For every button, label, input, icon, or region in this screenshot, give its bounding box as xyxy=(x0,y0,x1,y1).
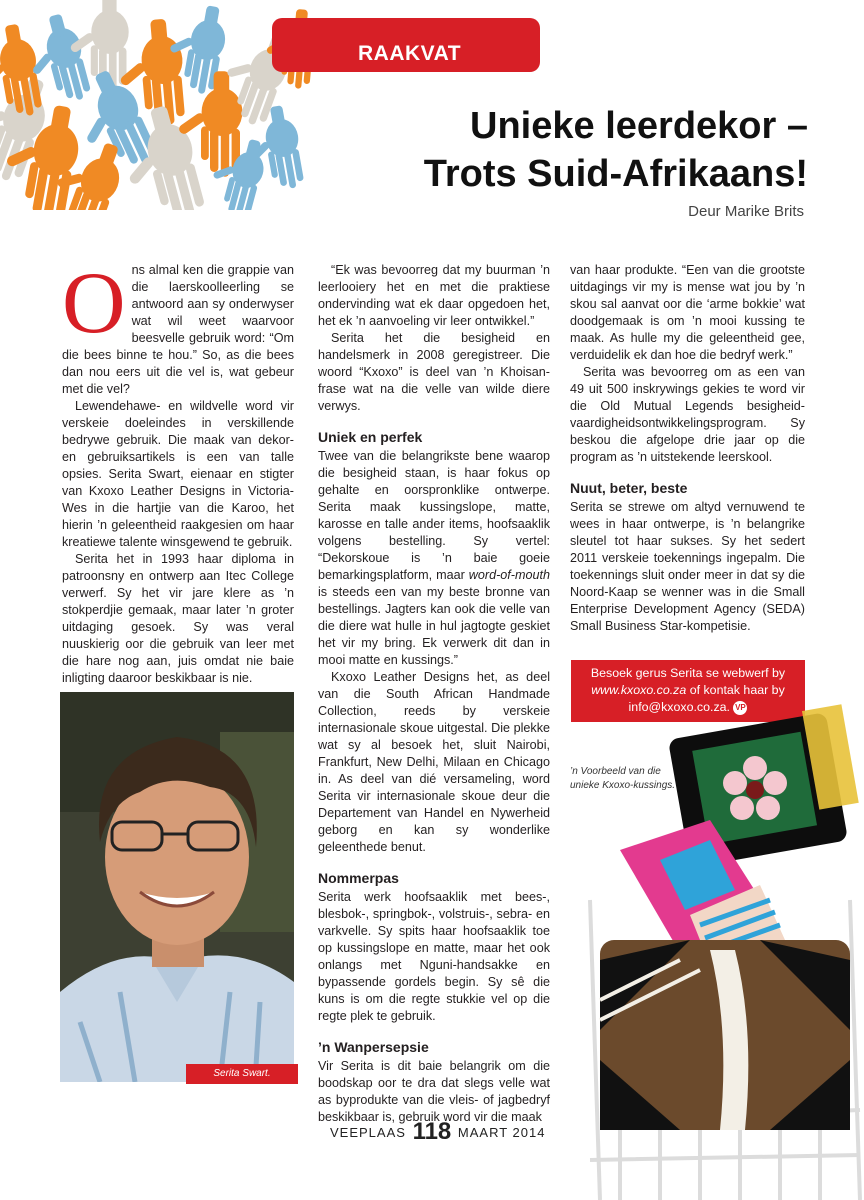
paragraph: Serita het in 1993 haar diploma in patroonsny en ontwerp aan Itec College verwerf. Sy het vir jare klere as ’n stokperdjie gemaak, maar later ’n groter uitdaging gesoek. Sy was veral nuuskierig oor die gebruik van leer met die hare nog aan, juis omdat nie baie inligting daaroor beskikbaar is nie. xyxy=(62,552,294,685)
hide-cushion xyxy=(600,940,850,1130)
paragraph: van haar produkte. “Een van die grootste uitdagings vir my is mense wat jou by ’n skou sal aanvat oor die ‘arme bokkie’ wat doodgemaak is om ’n mooi kussing te maak. As hulle my die geleentheid gee, verduidelik ek dan hoe die bedryf werk.” xyxy=(570,263,805,362)
subheading: Nommerpas xyxy=(318,870,399,886)
paragraph: Serita se strewe om altyd vernuwend te wees in haar ontwerpe, is ’n belangrike sleutel tot haar sukses. Sy het sedert 2011 verskeie toekennings ingepalm. Die toekennings sluit onder meer in dat sy die Noord-Kaap se wenner was in die Small Enterprise Development Agency (SEDA) Small Business Star-kompetisie. xyxy=(570,500,805,633)
subheading: Uniek en perfek xyxy=(318,429,423,445)
section-label: RAAKVAT xyxy=(358,42,462,65)
paragraph: Serita was bevoorreg om as een van 49 uit 500 inskrywings gekies te word vir die Old Mutual Legends besigheid-vaardigheidsontwikkelingsprogram. Sy beskou die afgelope drie jaar op die program as ’n uitstekende leerskool. xyxy=(570,365,805,464)
vp-logo-icon: VP xyxy=(733,701,747,715)
column-3 xyxy=(570,262,805,635)
paragraph: Twee van die belangrikste bene waarop die besigheid staan, is haar fokus op gehalte en oorspronklike ontwerpe. Serita maak kussingslope, matte, karosse en talle ander items, hoofsaaklik volgens bestelling. Sy vertel: “Dekorskoue is ’n baie goeie bemarkingsplatform, maar word-of-mouth is steeds een van my beste bronne van bestellings. Jagters kan ook die velle van die diere wat hulle in hul jagtogte geskiet het vir my bring. Ek verwerk dit dan in mooi matte en kussings.” xyxy=(318,449,550,667)
paragraph: “Ek was bevoorreg dat my buurman ’n leerlooiery het en met die praktiese ondervinding wat ek daar opgedoen het, het ek ’n aanvoeling vir leer ontwikkel.” xyxy=(318,263,550,328)
contact-box: Besoek gerus Serita se webwerf by www.kxoxo.co.za of kontak haar by info@kxoxo.co.za. VP xyxy=(571,660,805,722)
article-title: Unieke leerdekor – Trots Suid-Afrikaans! xyxy=(423,105,808,195)
byline: Deur Marike Brits xyxy=(688,203,804,220)
paragraph: Vir Serita is dit baie belangrik om die boodskap oor te dra dat slegs velle wat as byprodukte van die vleis- of jagbedryf beskikbaar is, gebruik word vir die maak xyxy=(318,1059,550,1124)
paragraph: Serita het die besigheid en handelsmerk in 2008 geregistreer. Die woord “Kxoxo” is deel van ’n Khoisan-frase wat na die velle van wilde diere verwys. xyxy=(318,331,550,413)
paragraph: Serita werk hoofsaaklik met bees-, blesbok-, springbok-, volstruis-, sebra- en varkvelle. Sy spits haar hoofsaaklik toe op kussingslope en matte, maar het ook onlangs met Nguni-handsakke en bypassende gordels begin. Sy sê die kuns is om die regte stukkie vel op die regte plek te gebruik. xyxy=(318,890,550,1023)
cushions-caption: ’n Voorbeeld van die unieke Kxoxo-kussings. xyxy=(570,766,676,791)
section-banner xyxy=(272,18,540,72)
subheading: ’n Wanpersepsie xyxy=(318,1039,429,1055)
subheading: Nuut, beter, beste xyxy=(570,480,688,496)
column-1 xyxy=(62,255,294,687)
paragraph: Ons almal ken die grappie van die laerskoolleerling se antwoord aan sy onderwyser wat wil weet waarvoor beesvelle gebruik word: “Om die bees binne te hou.” So, as die bees dan nou eers uit die vel is, wat gebeur met die vel? xyxy=(62,255,294,396)
portrait-photo xyxy=(60,692,294,1082)
paragraph: Kxoxo Leather Designs het, as deel van die South African Handmade Collection, reeds by verskeie internasionale skoue uitgestal. Die plekke wat sy al besoek het, sluit Nairobi, Frankfurt, New Delhi, Milaan en Chicago in. As deel van dié versameling, word Serita vir internasionale skoue deur die Departement van Handel en Nywerheid geborg en kan sy wonderlike geleenthede benut. xyxy=(318,670,550,854)
page-number: 118 xyxy=(412,1118,452,1145)
issue-date: MAART 2014 xyxy=(457,1125,546,1140)
website-link[interactable]: www.kxoxo.co.za xyxy=(591,683,687,697)
magazine-name: VEEPLAAS xyxy=(330,1125,406,1140)
email-link[interactable]: info@kxoxo.co.za. xyxy=(628,700,730,714)
column-2 xyxy=(318,262,550,1126)
drop-cap: O xyxy=(62,255,126,352)
paragraph: Lewendehawe- en wildvelle word vir verskeie doeleindes in verskillende bedrywe gebruik. Die maak van dekor- en gebruiksartikels is een van talle opsies. Serita Swart, eienaar en stigter van Kxoxo Leather Designs in Victoria-Wes in die hartjie van die Karoo, het hierin ’n geleentheid raakgesien om haar kreatiewe talente winsgewend te gebruik. xyxy=(62,399,294,549)
hand-shapes xyxy=(0,0,318,210)
photo-caption: Serita Swart. xyxy=(186,1064,298,1084)
page-footer xyxy=(330,1118,545,1146)
